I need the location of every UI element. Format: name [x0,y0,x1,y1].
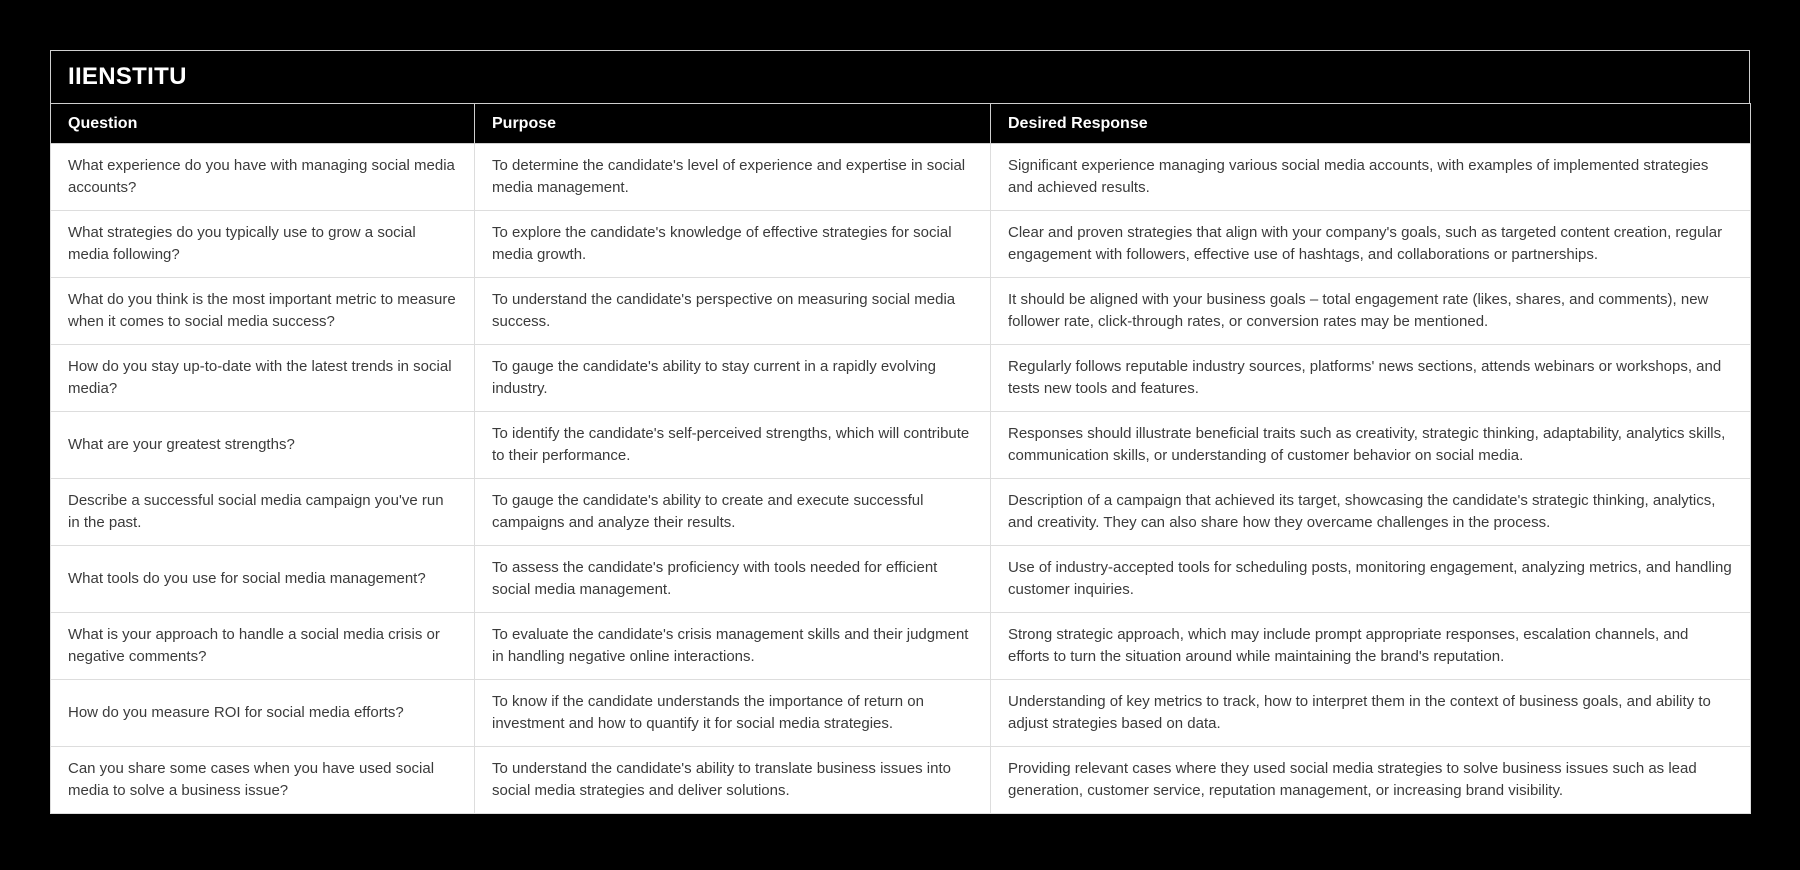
purpose-cell: To explore the candidate's knowledge of effective strategies for social media growth. [475,211,991,278]
purpose-cell: To understand the candidate's perspective on measuring social media success. [475,278,991,345]
desired-response-cell: Understanding of key metrics to track, how to interpret them in the context of business goals, and ability to adjust strategies based on data. [991,680,1751,747]
table-row [51,278,1751,345]
purpose-cell: To identify the candidate's self-perceived strengths, which will contribute to their performance. [475,412,991,479]
desired-response-cell: It should be aligned with your business goals – total engagement rate (likes, shares, and comments), new follower rate, click-through rates, or conversion rates may be mentioned. [991,278,1751,345]
question-cell: What is your approach to handle a social media crisis or negative comments? [51,613,475,680]
purpose-cell: To know if the candidate understands the importance of return on investment and how to quantify it for social media strategies. [475,680,991,747]
question-cell: What are your greatest strengths? [51,412,475,479]
desired-response-cell: Providing relevant cases where they used social media strategies to solve business issues such as lead generation, customer service, reputation management, or increasing brand visibility. [991,747,1751,814]
header-row [51,104,1751,144]
table-row [51,479,1751,546]
table-row [51,345,1751,412]
interview-questions-table-card [50,50,1750,814]
desired-response-cell: Use of industry-accepted tools for scheduling posts, monitoring engagement, analyzing metrics, and handling customer inquiries. [991,546,1751,613]
page-title: IIENSTITU [68,63,187,90]
column-header-purpose: Purpose [475,104,991,144]
desired-response-cell: Significant experience managing various social media accounts, with examples of implemented strategies and achieved results. [991,144,1751,211]
question-cell: What experience do you have with managing social media accounts? [51,144,475,211]
qa-table [50,103,1751,814]
question-cell: How do you measure ROI for social media efforts? [51,680,475,747]
column-header-desired-response: Desired Response [991,104,1751,144]
purpose-cell: To assess the candidate's proficiency with tools needed for efficient social media management. [475,546,991,613]
desired-response-cell: Strong strategic approach, which may include prompt appropriate responses, escalation channels, and efforts to turn the situation around while maintaining the brand's reputation. [991,613,1751,680]
question-cell: Can you share some cases when you have used social media to solve a business issue? [51,747,475,814]
table-row [51,144,1751,211]
desired-response-cell: Responses should illustrate beneficial traits such as creativity, strategic thinking, adaptability, analytics skills, communication skills, or understanding of customer behavior on social media. [991,412,1751,479]
question-cell: What do you think is the most important metric to measure when it comes to social media success? [51,278,475,345]
purpose-cell: To evaluate the candidate's crisis management skills and their judgment in handling negative online interactions. [475,613,991,680]
purpose-cell: To understand the candidate's ability to translate business issues into social media strategies and deliver solutions. [475,747,991,814]
table-row [51,546,1751,613]
table-row [51,680,1751,747]
question-cell: Describe a successful social media campaign you've run in the past. [51,479,475,546]
title-bar [50,50,1750,103]
table-row [51,412,1751,479]
table-row [51,747,1751,814]
question-cell: What tools do you use for social media management? [51,546,475,613]
table-row [51,613,1751,680]
question-cell: What strategies do you typically use to grow a social media following? [51,211,475,278]
purpose-cell: To gauge the candidate's ability to create and execute successful campaigns and analyze their results. [475,479,991,546]
purpose-cell: To determine the candidate's level of experience and expertise in social media management. [475,144,991,211]
desired-response-cell: Description of a campaign that achieved its target, showcasing the candidate's strategic thinking, analytics, and creativity. They can also share how they overcame challenges in the process. [991,479,1751,546]
desired-response-cell: Regularly follows reputable industry sources, platforms' news sections, attends webinars or workshops, and tests new tools and features. [991,345,1751,412]
table-row [51,211,1751,278]
desired-response-cell: Clear and proven strategies that align with your company's goals, such as targeted content creation, regular engagement with followers, effective use of hashtags, and collaborations or partnerships. [991,211,1751,278]
purpose-cell: To gauge the candidate's ability to stay current in a rapidly evolving industry. [475,345,991,412]
question-cell: How do you stay up-to-date with the latest trends in social media? [51,345,475,412]
column-header-question: Question [51,104,475,144]
